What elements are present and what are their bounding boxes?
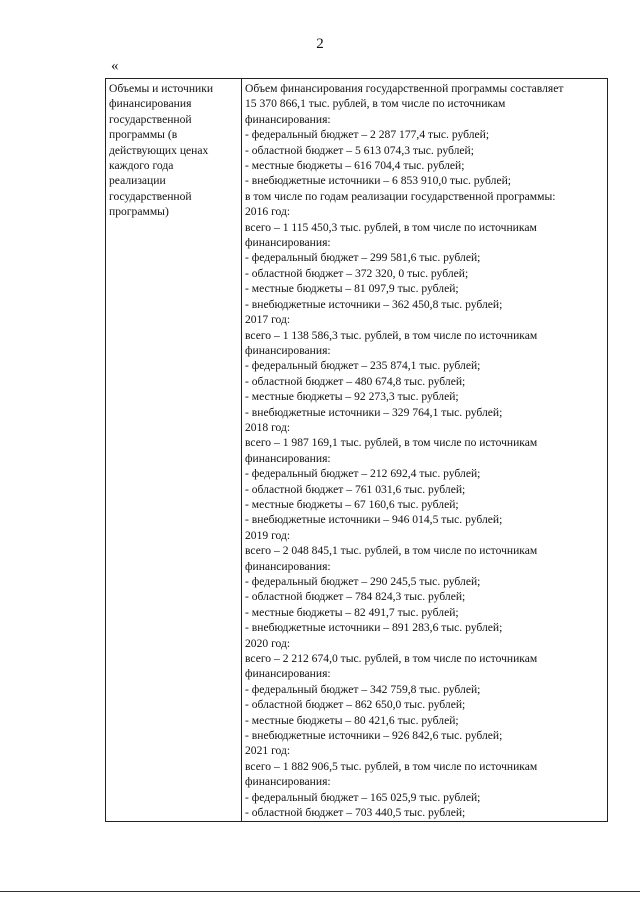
content-line: 2021 год:: [245, 744, 291, 758]
content-line: финансирования:: [245, 451, 331, 465]
label-line: финансирования: [109, 97, 192, 111]
content-line: всего – 1 987 169,1 тыс. рублей, в том числе по источникам: [245, 436, 538, 450]
label-line: государственной: [109, 112, 192, 126]
content-line: 15 370 866,1 тыс. рублей, в том числе по источникам: [245, 97, 506, 111]
content-line: - внебюджетные источники – 362 450,8 тыс. рублей;: [245, 297, 503, 311]
content-line: всего – 2 212 674,0 тыс. рублей, в том числе по источникам: [245, 652, 538, 666]
content-line: 2016 год:: [245, 205, 291, 219]
content-line: финансирования:: [245, 667, 331, 681]
content-line: - местные бюджеты – 67 160,6 тыс. рублей;: [245, 497, 459, 511]
content-line: всего – 2 048 845,1 тыс. рублей, в том числе по источникам: [245, 544, 538, 558]
content-line: - местные бюджеты – 81 097,9 тыс. рублей;: [245, 282, 459, 296]
content-line: в том числе по годам реализации государственной программы:: [245, 189, 556, 203]
content-line: - внебюджетные источники – 946 014,5 тыс. рублей;: [245, 513, 503, 527]
content-line: - областной бюджет – 480 674,8 тыс. рублей;: [245, 374, 466, 388]
content-line: - местные бюджеты – 80 421,6 тыс. рублей;: [245, 713, 459, 727]
content-cell: [242, 79, 608, 822]
label-line: каждого года: [109, 159, 174, 173]
content-line: финансирования:: [245, 559, 331, 573]
content-line: всего – 1 115 450,3 тыс. рублей, в том числе по источникам: [245, 220, 537, 234]
content-line: - областной бюджет – 372 320, 0 тыс. рублей;: [245, 266, 469, 280]
table-row: [106, 79, 608, 822]
content-line: 2020 год:: [245, 636, 291, 650]
content-line: финансирования:: [245, 775, 331, 789]
content-line: - областной бюджет – 784 824,3 тыс. рублей;: [245, 590, 466, 604]
content-line: всего – 1 882 906,5 тыс. рублей, в том числе по источникам: [245, 759, 538, 773]
content-line: - внебюджетные источники – 6 853 910,0 тыс. рублей;: [245, 174, 512, 188]
content-line: - областной бюджет – 761 031,6 тыс. рублей;: [245, 482, 466, 496]
label-cell: [106, 79, 242, 822]
content-line: - местные бюджеты – 82 491,7 тыс. рублей;: [245, 605, 459, 619]
label-line: действующих ценах: [109, 143, 209, 157]
content-line: - федеральный бюджет – 235 874,1 тыс. рублей;: [245, 359, 481, 373]
content-line: всего – 1 138 586,3 тыс. рублей, в том числе по источникам: [245, 328, 538, 342]
content-line: - федеральный бюджет – 290 245,5 тыс. рублей;: [245, 575, 481, 588]
content-line: - внебюджетные источники – 926 842,6 тыс. рублей;: [245, 729, 503, 743]
content-line: финансирования:: [245, 343, 331, 357]
bottom-rule: [0, 891, 640, 892]
content-line: - областной бюджет – 703 440,5 тыс. рублей;: [245, 806, 466, 820]
content-line: финансирования:: [245, 236, 331, 250]
content-line: - федеральный бюджет – 299 581,6 тыс. рублей;: [245, 251, 481, 265]
label-line: государственной: [109, 189, 192, 203]
label-line: программы): [109, 205, 169, 219]
label-line: программы (в: [109, 128, 178, 142]
content-line: Объем финансирования государственной программы составляет: [245, 82, 564, 95]
content-line: 2017 год:: [245, 313, 291, 327]
content-line: - внебюджетные источники – 891 283,6 тыс. рублей;: [245, 621, 503, 635]
content-line: - федеральный бюджет – 342 759,8 тыс. рублей;: [245, 682, 481, 696]
content-line: 2019 год:: [245, 528, 291, 542]
content-line: - местные бюджеты – 92 273,3 тыс. рублей;: [245, 390, 459, 404]
content-line: - областной бюджет – 5 613 074,3 тыс. рублей;: [245, 143, 474, 157]
page-number: 2: [316, 36, 324, 52]
financing-table: [105, 78, 608, 822]
content-line: - федеральный бюджет – 2 287 177,4 тыс. рублей;: [245, 128, 490, 142]
content-line: финансирования:: [245, 112, 331, 126]
content-line: - областной бюджет – 862 650,0 тыс. рублей;: [245, 698, 466, 712]
label-line: реализации: [109, 174, 166, 188]
content-line: 2018 год:: [245, 420, 291, 434]
opening-quote-mark: «: [111, 58, 119, 74]
content-line: - федеральный бюджет – 165 025,9 тыс. рублей;: [245, 790, 481, 804]
content-line: - местные бюджеты – 616 704,4 тыс. рублей;: [245, 159, 465, 173]
content-line: - федеральный бюджет – 212 692,4 тыс. рублей;: [245, 467, 481, 481]
label-line: Объемы и источники: [109, 82, 214, 95]
content-line: - внебюджетные источники – 329 764,1 тыс. рублей;: [245, 405, 503, 419]
